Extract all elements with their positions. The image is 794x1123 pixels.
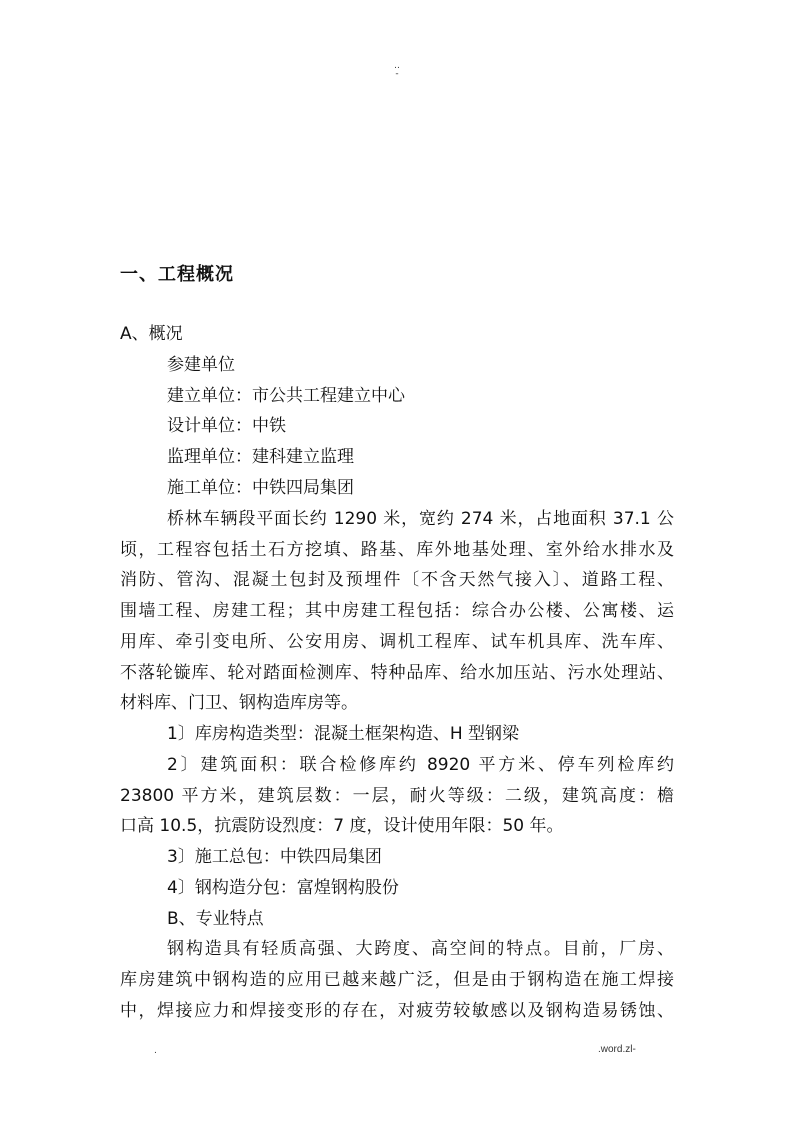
paragraph-line: 消防、管沟、混凝土包封及预埋件〔不含天然气接入〕、道路工程、 (120, 570, 674, 590)
subsection-heading-b: B、专业特点 (167, 909, 264, 929)
paragraph-line: 用库、牵引变电所、公安用房、调机工程库、试车机具库、洗车库、 (120, 632, 674, 652)
paragraph-line: 建立单位：市公共工程建立中心 (167, 386, 405, 406)
paragraph-line: 施工单位：中铁四局集团 (167, 478, 354, 498)
paragraph-line: 不落轮镟库、轮对踏面检测库、特种品库、给水加压站、污水处理站、 (120, 663, 674, 683)
subsection-heading-a: A、概况 (120, 324, 183, 344)
section-title: 一、工程概况 (120, 264, 234, 285)
list-item: 2〕建筑面积：联合检修库约 8920 平方米、停车列检库约 (167, 755, 674, 775)
paragraph-line: 23800 平方米，建筑层数：一层，耐火等级：二级，建筑高度：檐 (120, 786, 674, 806)
paragraph-line: 库房建筑中钢构造的应用已越来越广泛，但是由于钢构造在施工焊接 (120, 970, 674, 990)
header-mark-top: .. (394, 61, 400, 71)
paragraph-line: 围墙工程、房建工程；其中房建工程包括：综合办公楼、公寓楼、运 (120, 601, 674, 621)
list-item: 3〕施工总包：中铁四局集团 (167, 847, 382, 867)
paragraph-line: 钢构造具有轻质高强、大跨度、高空间的特点。目前，厂房、 (167, 939, 674, 959)
footer-left-mark: . (154, 1046, 157, 1056)
paragraph-line: 中，焊接应力和焊接变形的存在，对疲劳较敏感以及钢构造易锈蚀、 (120, 1001, 674, 1021)
paragraph-line: 桥林车辆段平面长约 1290 米，宽约 274 米，占地面积 37.1 公 (167, 509, 674, 529)
paragraph-line: 材料库、门卫、钢构造库房等。 (120, 693, 358, 713)
header-mark-bottom: - (395, 69, 399, 79)
page-header-mark (0, 62, 794, 78)
footer-right-mark: .word.zl- (598, 1044, 636, 1055)
list-item: 1〕库房构造类型：混凝土框架构造、H 型钢梁 (167, 724, 520, 744)
paragraph-line: 顷，工程容包括土石方挖填、路基、库外地基处理、室外给水排水及 (120, 540, 674, 560)
paragraph-line: 设计单位：中铁 (167, 416, 286, 436)
list-item: 4〕钢构造分包：富煌钢构股份 (167, 878, 399, 898)
paragraph-line: 口高 10.5，抗震防设烈度：7 度，设计使用年限：50 年。 (120, 816, 564, 836)
paragraph-line: 监理单位：建科建立监理 (167, 447, 354, 467)
paragraph-line: 参建单位 (167, 355, 235, 375)
